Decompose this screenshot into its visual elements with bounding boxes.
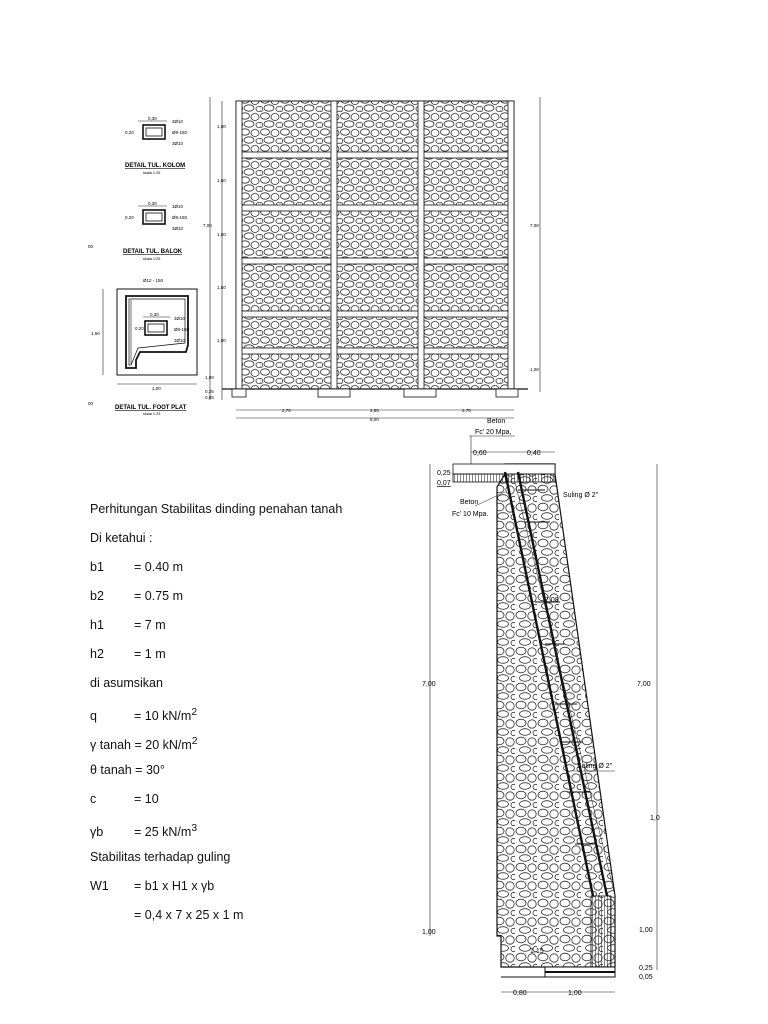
balok-bar2: Ø8-150: [172, 215, 188, 220]
slope-length: 7,08: [545, 597, 559, 604]
balok-dim-w: 0,30: [148, 201, 157, 206]
base-1: 1,00: [205, 375, 214, 380]
right-mid-label: 1,0: [650, 815, 660, 822]
span-3: 2,75: [462, 408, 471, 413]
param-c: [90, 785, 390, 814]
kolom-bar3: 3Ø10: [172, 141, 184, 146]
toe-label: 1,15: [530, 948, 544, 955]
base-3: 0,05: [205, 395, 214, 400]
detail-kolom: [125, 116, 188, 175]
wall-elevation-drawing: [0, 0, 768, 440]
left-edge-mark-1: 00: [88, 244, 94, 249]
w1-formula: [90, 872, 390, 901]
footplat-dim-h: 0,20: [135, 326, 144, 331]
kolom-dim-h: 0,20: [125, 130, 134, 135]
section-body: [453, 464, 615, 977]
cap-height-2: 0,07: [437, 480, 451, 487]
detail-footplat: [91, 278, 197, 416]
elev-2: 1,50: [217, 178, 226, 183]
param-key: q: [90, 709, 97, 724]
balok-bar1: 3Ø10: [172, 204, 184, 209]
elev-total-left: 7,00: [203, 223, 212, 228]
elev-5: 1,00: [217, 338, 226, 343]
wall-elevation: [222, 101, 528, 397]
superscript: 2: [191, 736, 198, 747]
kolom-dim-w: 0,30: [148, 116, 157, 121]
param-theta: θ tanah = 30°: [90, 763, 165, 777]
footplat-width: 1,00: [152, 386, 161, 391]
width-top-1: 0,60: [473, 450, 487, 457]
base-height-1: 0,25: [639, 965, 653, 972]
param-value: = 0.75 m: [134, 589, 183, 603]
foot-left: 1,00: [422, 929, 436, 936]
cap-height-1: 0,25: [437, 470, 451, 477]
fc-2-label: Fc' 10 Mpa.: [452, 511, 489, 518]
elev-4: 1,50: [217, 285, 226, 290]
wall-cross-section-drawing: [405, 412, 665, 1012]
param-h2: [90, 640, 390, 669]
superscript: 2: [191, 707, 198, 718]
base-height-2: 0,05: [639, 974, 653, 981]
param-value: γ tanah = 20 kN/m: [90, 738, 192, 753]
foot-right: 1,00: [639, 927, 653, 934]
kolom-scale: skala 1:25: [143, 171, 161, 175]
param-key: b2: [90, 589, 104, 603]
param-value: = 7 m: [134, 618, 166, 632]
suling-label-1: Suling Ø 2": [563, 492, 599, 499]
param-h1: [90, 611, 390, 640]
footplat-bar1: 3Ø10: [174, 316, 186, 321]
param-value: = 0.40 m: [134, 560, 183, 574]
base-width-1: 0,80: [513, 990, 527, 997]
footplat-bar2: Ø8-150: [174, 327, 190, 332]
base-2: 0,25: [205, 389, 214, 394]
param-value: = 10 kN/m: [134, 709, 192, 724]
elev-right-bottom: 1,00: [530, 367, 539, 372]
base-width-2: 1,00: [568, 990, 582, 997]
param-gamma-soil: [90, 727, 390, 756]
param-value: = b1 x H1 x γb: [134, 879, 215, 893]
beton-top-label: Beton: [487, 418, 506, 425]
detail-balok: [123, 201, 188, 261]
param-value: = 25 kN/m: [134, 825, 192, 840]
span-1: 2,75: [282, 408, 291, 413]
param-key: γb: [90, 825, 104, 840]
param-key: b1: [90, 560, 104, 574]
footplat-title: DETAIL TUL. FOOT PLAT: [115, 405, 187, 411]
param-q: [90, 698, 390, 727]
assumed-heading: di asumsikan: [90, 676, 163, 690]
footplat-dim-w: 0,30: [150, 312, 159, 317]
param-key: c: [90, 792, 97, 806]
param-key: h2: [90, 647, 104, 661]
calc-title: Perhitungan Stabilitas dinding penahan tanah: [90, 502, 343, 516]
stability-calculation: [90, 495, 390, 930]
span-2: 2,50: [370, 408, 379, 413]
kolom-bar1: 3Ø10: [172, 119, 184, 124]
left-edge-mark-2: 00: [88, 401, 94, 406]
param-b2: [90, 582, 390, 611]
beton-2-label: Beton: [460, 499, 479, 506]
known-heading: Di ketahui :: [90, 531, 153, 545]
footplat-scale: skala 1:25: [143, 412, 161, 416]
param-key: h1: [90, 618, 104, 632]
balok-scale: skala 1:25: [143, 257, 161, 261]
footplat-height: 1,50: [91, 331, 100, 336]
param-b1: [90, 553, 390, 582]
superscript: 3: [191, 823, 198, 834]
param-value: = 10: [134, 792, 159, 806]
param-value: = 0,4 x 7 x 25 x 1 m: [134, 908, 244, 922]
elev-3: 1,50: [217, 232, 226, 237]
elev-1: 1,00: [217, 124, 226, 129]
kolom-title: DETAIL TUL. KOLOM: [125, 163, 186, 169]
fc-top-label: Fc' 20 Mpa,: [475, 429, 512, 436]
footplat-bar3: 3Ø10: [174, 338, 186, 343]
span-total: 8,00: [370, 417, 379, 422]
balok-bar3: 3Ø10: [172, 226, 184, 231]
suling-label-2: Suling Ø 2": [577, 763, 613, 770]
stability-heading: Stabilitas terhadap guling: [90, 850, 231, 864]
balok-dim-h: 0,20: [125, 215, 134, 220]
param-value: = 1 m: [134, 647, 166, 661]
footplat-top-bar: Ø12 - 150: [143, 278, 164, 283]
elev-total-right: 7,00: [530, 223, 539, 228]
w1-substitution: [90, 901, 390, 930]
height-right: 7,00: [637, 681, 651, 688]
param-key: W1: [90, 879, 109, 893]
width-top-2: 0,40: [527, 450, 541, 457]
height-left: 7,00: [422, 681, 436, 688]
param-gamma-b: [90, 814, 390, 843]
balok-title: DETAIL TUL. BALOK: [123, 249, 183, 255]
kolom-bar2: Ø8-150: [172, 130, 188, 135]
